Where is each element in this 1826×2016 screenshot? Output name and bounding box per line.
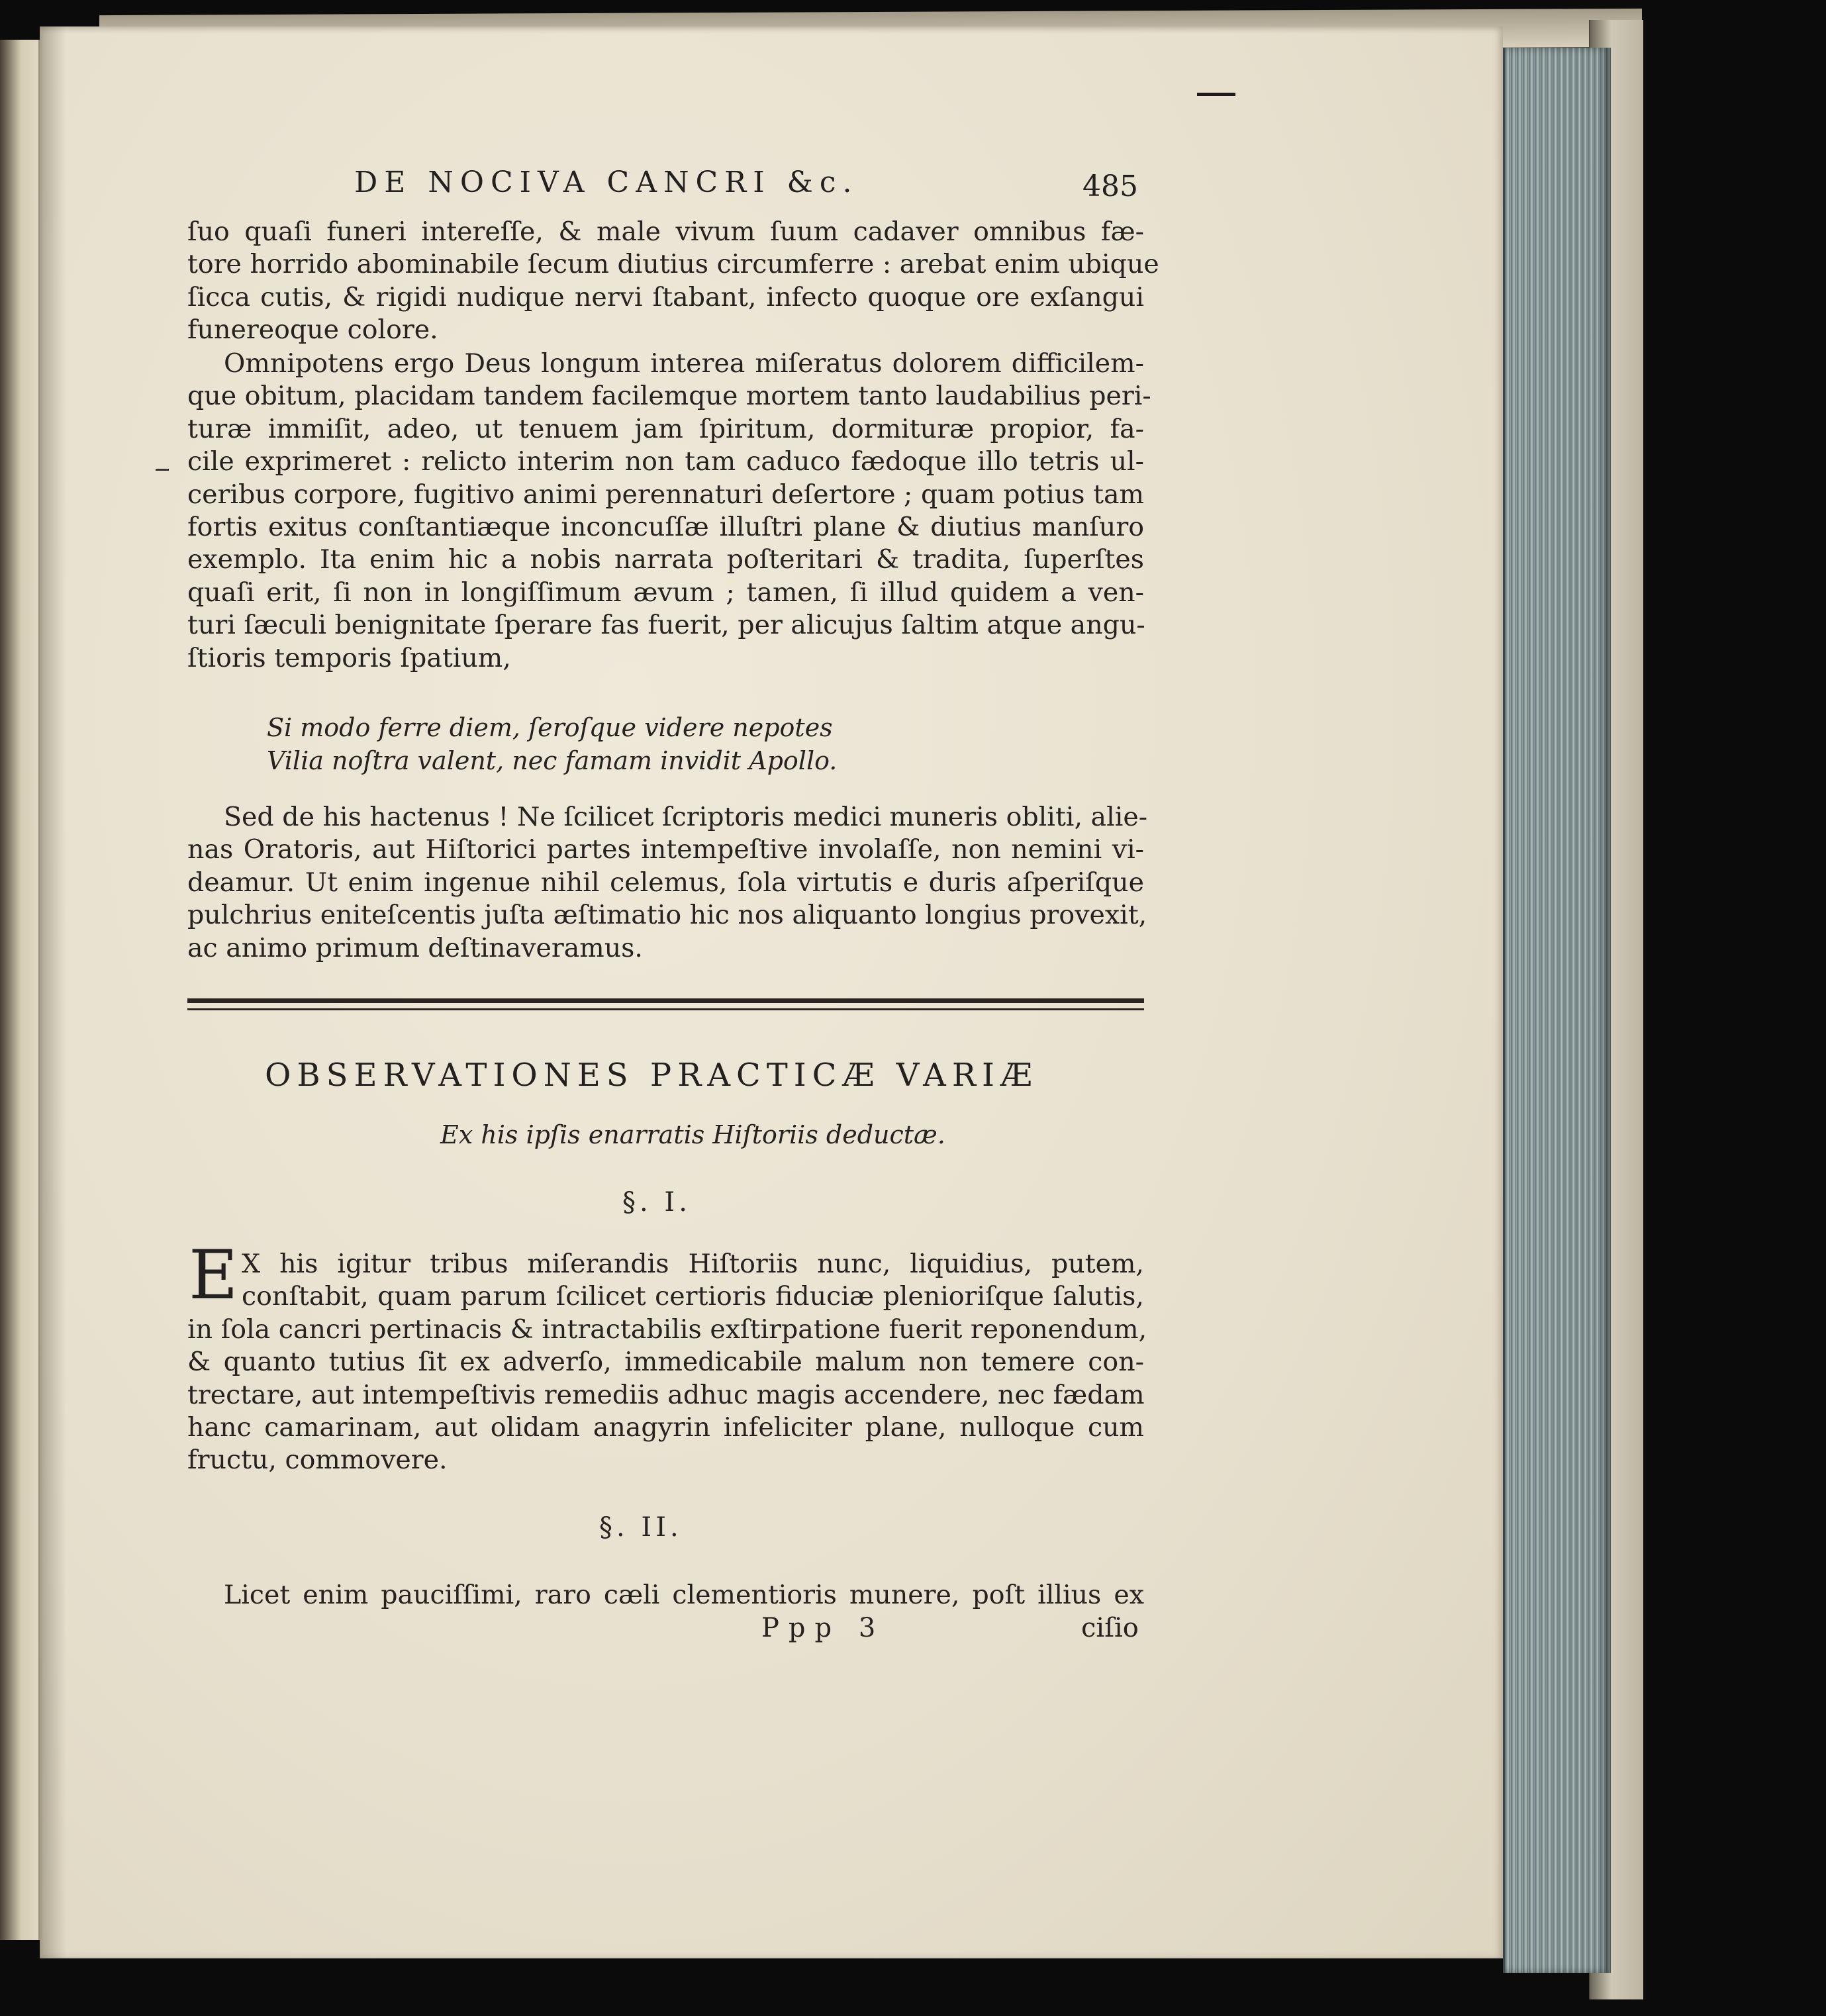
text-line: turæ immiſit, adeo, ut tenuem jam ſpiritum, dormituræ propior, fa- — [187, 413, 1144, 444]
catchword: ciſio — [1081, 1613, 1139, 1643]
text-line: funereoque colore. — [187, 314, 438, 346]
paragraph-3 — [187, 801, 1148, 965]
signature-mark: Ppp 3 — [761, 1613, 885, 1643]
verse-line-2: Vilia noſtra valent, nec famam invidit Apollo. — [267, 746, 838, 775]
text-line: fortis exitus conſtantiæque inconcuſſæ illuſtri plane & diutius manſuro — [187, 511, 1144, 542]
text-line: exemplo. Ita enim hic a nobis narrata poſteritari & tradita, ſuperſtes — [187, 544, 1144, 575]
left-page-edge — [0, 40, 40, 1940]
text-line: conſtabit, quam parum ſcilicet certioris fiduciæ plenioriſque ſalutis, — [242, 1281, 1144, 1312]
gutter-shadow — [40, 26, 66, 1958]
text-line: fructu, commovere. — [187, 1445, 448, 1476]
stray-mark — [1197, 93, 1235, 96]
section-mark-1: §. I. — [622, 1187, 691, 1218]
text-line: pulchrius eniteſcentis juſta æſtimatio hic nos aliquanto longius provexit, — [187, 900, 1147, 931]
text-line: hanc camarinam, aut olidam anagyrin infeliciter plane, nulloque cum — [187, 1412, 1144, 1443]
section-subtitle: Ex his ipſis enarratis Hiſtoriis deductæ. — [440, 1120, 945, 1149]
paragraph-2 — [187, 348, 1151, 675]
text-line: tore horrido abominabile ſecum diutius circumferre : arebat enim ubique — [187, 249, 1159, 280]
text-line: turi ſæculi benignitate ſperare fas fuerit, per alicujus ſaltim atque angu- — [187, 610, 1145, 641]
text-line: X his igitur tribus miſerandis Hiſtoriis nunc, liquidius, putem, — [242, 1249, 1144, 1279]
text-line: cile exprimeret : relicto interim non tam caduco fædoque illo tetris ul- — [187, 446, 1144, 477]
section-title: OBSERVATIONES PRACTICÆ VARIÆ — [265, 1057, 1038, 1094]
text-line: ſicca cutis, & rigidi nudique nervi ſtabant, infecto quoque ore exſangui — [187, 281, 1144, 312]
verse-line-1: Si modo ferre diem, ſeroſque videre nepotes — [267, 713, 833, 742]
text-line: & quanto tutius ſit ex adverſo, immedicabile malum non temere con- — [187, 1347, 1144, 1378]
text-line: ſtioris temporis ſpatium, — [187, 642, 511, 673]
text-line: ac animo primum deſtinaveramus. — [187, 932, 643, 963]
text-line: nas Oratoris, aut Hiſtorici partes intempeſtive involaſſe, non nemini vi- — [187, 834, 1144, 865]
running-header: DE NOCIVA CANCRI &c. — [354, 166, 859, 199]
section-rule-thin — [187, 1008, 1144, 1010]
section-rule-thick — [187, 998, 1144, 1003]
paragraph-4 — [187, 1248, 1147, 1477]
margin-dash — [156, 469, 169, 471]
text-line: Omnipotens ergo Deus longum interea miſeratus dolorem difficilem- — [224, 348, 1144, 379]
text-line: Sed de his hactenus ! Ne ſcilicet ſcriptoris medici muneris obliti, alie- — [224, 802, 1148, 832]
paragraph-1 — [187, 216, 1159, 347]
text-line: trectare, aut intempeſtivis remediis adhuc magis accendere, nec fædam — [187, 1379, 1145, 1410]
text-line: deamur. Ut enim ingenue nihil celemus, ſola virtutis e duris aſperiſque — [187, 867, 1144, 898]
text-line: quaſi erit, ſi non in longiſſimum ævum ; tamen, ſi illud quidem a ven- — [187, 577, 1144, 608]
page-number: 485 — [1082, 169, 1138, 203]
text-line: in ſola cancri pertinacis & intractabilis exſtirpatione fuerit reponendum, — [187, 1314, 1147, 1345]
text-line: ſuo quaſi funeri intereſſe, & male vivum ſuum cadaver omnibus fæ- — [187, 216, 1144, 247]
page-block-edge — [1503, 48, 1611, 1973]
text-line: Licet enim pauciſſimi, raro cæli clementioris munere, poſt illius ex — [224, 1580, 1144, 1610]
drop-cap: E — [189, 1236, 238, 1315]
paragraph-5 — [187, 1579, 1144, 1611]
section-mark-2: §. II. — [599, 1512, 683, 1543]
text-line: que obitum, placidam tandem facilemque mortem tanto laudabilius peri- — [187, 381, 1151, 412]
text-line: ceribus corpore, fugitivo animi perennaturi deſertore ; quam potius tam — [187, 479, 1144, 510]
